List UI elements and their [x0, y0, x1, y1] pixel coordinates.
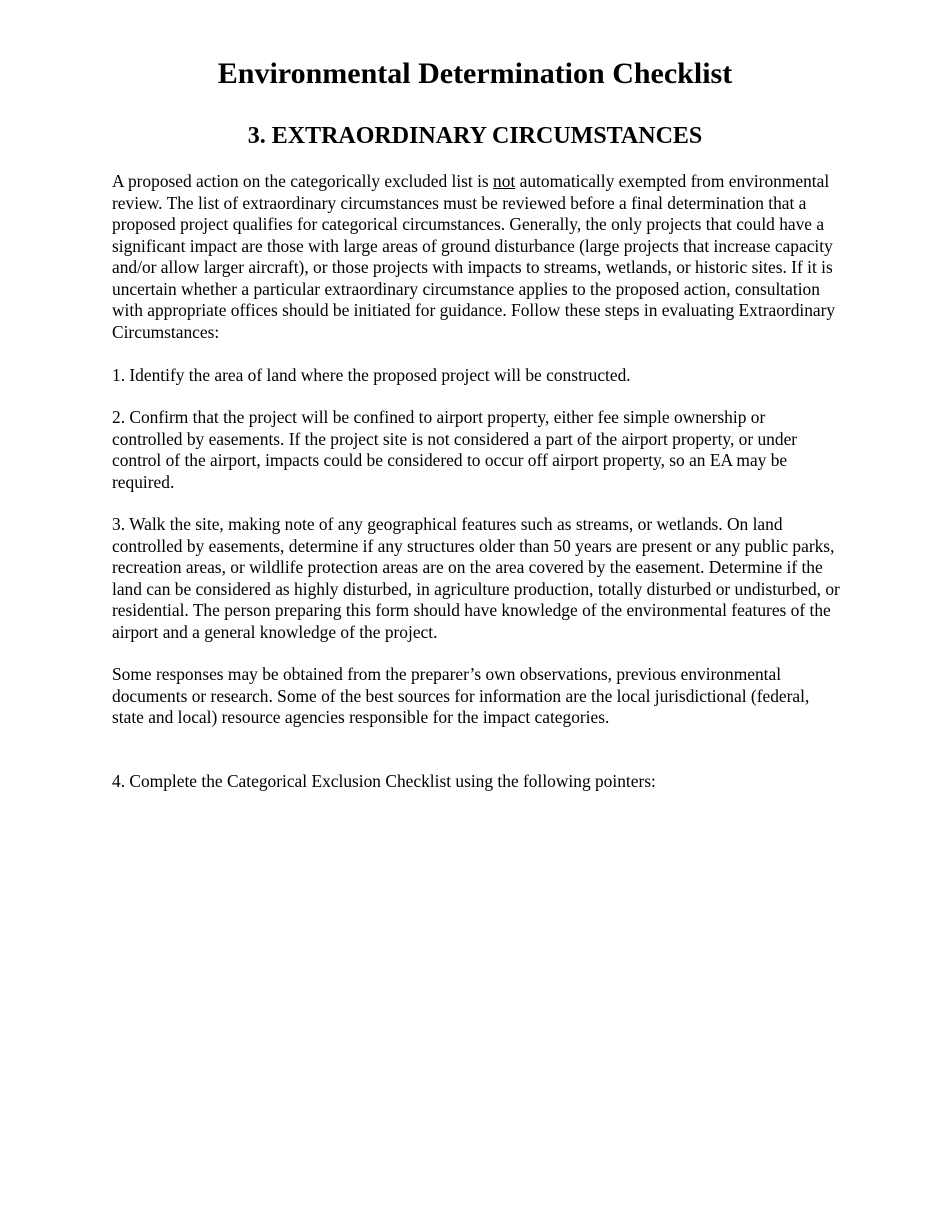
step-2-paragraph: 2. Confirm that the project will be confined to airport property, either fee simple ownership or controlled by easements. If the project site is not considered a part of the airport property, or under control of the airport, impacts could be considered to occur off airport property, so an EA may be required.	[112, 407, 798, 492]
step-1-paragraph: 1. Identify the area of land where the proposed project will be constructed.	[112, 365, 631, 385]
step-3-paragraph: 3. Walk the site, making note of any geographical features such as streams, or wetlands. On land controlled by easements, determine if any structures older than 50 years are present or any public parks, recreation areas, or wildlife protection areas are on the area covered by the easement. Determine if the land can be considered as highly disturbed, in agriculture production, totally disturbed or undisturbed, or residential. The person preparing this form should have knowledge of the environmental features of the airport and a general knowledge of the project.	[112, 514, 840, 642]
responses-note-paragraph: Some responses may be obtained from the preparer’s own observations, previous environmental documents or research. Some of the best sources for information are the local jurisdictional (federal, state and local) resource agencies responsible for the impact categories.	[112, 664, 810, 727]
intro-text-start: A proposed action on the categorically excluded list is	[112, 171, 494, 191]
section-title: 3. EXTRAORDINARY CIRCUMSTANCES	[247, 123, 703, 149]
intro-text-end: automatically exempted from environmental review. The list of extraordinary circumstances must be reviewed before a final determination that a proposed project qualifies for categorical circumstances. Generally, the only projects that could have a significant impact are those with large areas of ground disturbance (large projects that increase capacity and/or allow larger aircraft), or those projects with impacts to streams, wetlands, or historic sites. If it is uncertain whether a particular extraordinary circumstance applies to the proposed action, consultation with appropriate offices should be initiated for guidance. Follow these steps in evaluating Extraordinary Circumstances:	[112, 171, 836, 342]
step-4-paragraph: 4. Complete the Categorical Exclusion Checklist using the following pointers:	[112, 771, 656, 791]
intro-underlined-word: not	[493, 171, 516, 191]
document-title: Environmental Determination Checklist	[217, 57, 733, 90]
intro-paragraph	[112, 171, 840, 343]
